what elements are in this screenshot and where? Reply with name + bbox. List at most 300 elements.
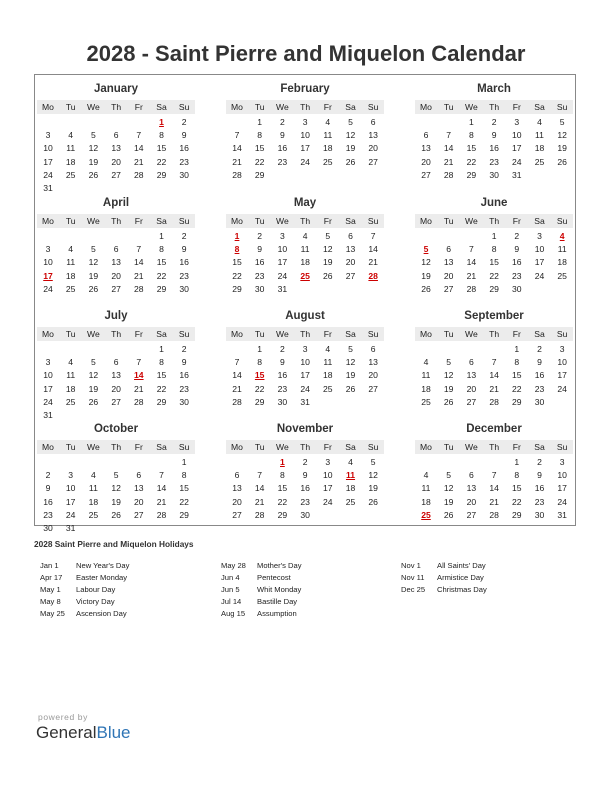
day-cell: 23 xyxy=(179,383,189,394)
day-cell: 7 xyxy=(136,244,142,255)
day-cell: 11 xyxy=(557,244,567,255)
day-cell: 7 xyxy=(491,470,497,481)
holiday-name: Armistice Day xyxy=(437,573,484,582)
day-cell: 15 xyxy=(277,483,288,494)
day-cell: 26 xyxy=(88,396,99,407)
day-cell: 23 xyxy=(300,496,310,507)
holidays-column xyxy=(401,560,571,596)
day-cell: 15 xyxy=(512,483,522,494)
day-cell: 15 xyxy=(179,483,189,494)
day-cell: 22 xyxy=(156,156,167,167)
weekday-label: Tu xyxy=(65,216,76,226)
day-cell: 2 xyxy=(280,344,285,354)
day-cell: 12 xyxy=(88,143,99,154)
day-cell: 20 xyxy=(368,143,378,154)
day-cell: 9 xyxy=(302,470,308,481)
day-cell: 25 xyxy=(345,496,356,507)
day-cell: 18 xyxy=(421,496,431,507)
day-cell: 7 xyxy=(370,231,376,241)
day-cell: 28 xyxy=(489,396,499,407)
holiday-day: 17 xyxy=(43,270,53,281)
holiday-row xyxy=(221,584,391,596)
day-cell: 29 xyxy=(512,509,522,520)
day-cell: 4 xyxy=(348,457,353,467)
day-cell: 16 xyxy=(179,257,189,268)
day-cell: 7 xyxy=(136,357,142,368)
day-cell: 25 xyxy=(88,509,99,520)
day-cell: 7 xyxy=(234,357,240,368)
holiday-row xyxy=(221,572,391,584)
day-cell: 28 xyxy=(232,169,242,180)
weekday-label: Fr xyxy=(512,329,521,339)
day-cell: 6 xyxy=(423,130,429,141)
weekday-label: Tu xyxy=(443,329,454,339)
day-cell: 7 xyxy=(234,130,240,141)
weekday-header xyxy=(226,214,384,228)
day-cell: 7 xyxy=(446,130,452,141)
holiday-date: Aug 15 xyxy=(221,609,246,618)
weekday-label: Su xyxy=(367,329,379,339)
day-cell: 21 xyxy=(232,383,242,394)
day-cell: 28 xyxy=(232,396,242,407)
day-cell: 29 xyxy=(156,396,167,407)
day-cell: 4 xyxy=(325,344,331,354)
weekday-label: Su xyxy=(556,442,568,452)
day-cell: 3 xyxy=(68,470,74,481)
day-cell: 12 xyxy=(557,130,567,141)
weekday-label: Th xyxy=(111,102,122,112)
day-cell: 6 xyxy=(370,344,376,354)
day-cell: 2 xyxy=(302,457,308,467)
day-cell: 10 xyxy=(300,357,310,368)
day-cell: 27 xyxy=(466,509,477,520)
day-cell: 30 xyxy=(534,509,545,520)
day-cell: 6 xyxy=(446,244,452,255)
day-cell: 14 xyxy=(466,257,477,268)
holiday-name: Easter Monday xyxy=(76,573,128,582)
day-cell: 2 xyxy=(257,231,263,241)
weekday-label: Th xyxy=(489,216,500,226)
weekday-label: We xyxy=(276,216,289,226)
weekday-label: Su xyxy=(178,102,190,112)
weekday-label: Su xyxy=(556,102,568,112)
day-cell: 9 xyxy=(280,130,285,141)
weekday-label: Fr xyxy=(134,102,143,112)
day-cell: 4 xyxy=(537,117,542,127)
day-cell: 24 xyxy=(43,283,53,294)
weekday-label: We xyxy=(276,102,289,112)
day-cell: 13 xyxy=(466,483,477,494)
holiday-row xyxy=(221,560,391,572)
day-cell: 24 xyxy=(65,509,76,520)
day-cell: 11 xyxy=(66,257,76,268)
holiday-name: Labour Day xyxy=(76,585,116,594)
day-cell: 20 xyxy=(466,496,477,507)
day-cell: 19 xyxy=(557,143,567,154)
day-cell: 14 xyxy=(368,244,378,255)
weekday-label: Fr xyxy=(512,102,521,112)
day-cell: 24 xyxy=(557,496,567,507)
day-cell: 21 xyxy=(134,156,144,167)
day-cell: 3 xyxy=(559,344,565,354)
weekday-label: Mo xyxy=(420,216,432,226)
day-cell: 26 xyxy=(368,496,378,507)
day-cell: 30 xyxy=(277,396,288,407)
day-cell: 16 xyxy=(254,257,265,268)
day-cell: 14 xyxy=(134,143,144,154)
day-cell: 6 xyxy=(348,231,353,241)
weekday-label: Th xyxy=(489,102,500,112)
day-cell: 14 xyxy=(489,483,499,494)
day-cell: 11 xyxy=(421,483,431,494)
day-cell: 1 xyxy=(514,457,520,467)
weekday-label: Th xyxy=(111,329,122,339)
day-cell: 19 xyxy=(88,156,99,167)
day-cell: 16 xyxy=(300,483,310,494)
day-cell: 18 xyxy=(323,370,333,381)
holiday-day: 25 xyxy=(421,509,431,520)
day-cell: 27 xyxy=(368,156,378,167)
day-cell: 16 xyxy=(489,143,499,154)
day-cell: 15 xyxy=(156,143,167,154)
day-cell: 15 xyxy=(232,257,242,268)
day-cell: 3 xyxy=(559,457,565,467)
holiday-name: Pentecost xyxy=(257,573,291,582)
day-cell: 12 xyxy=(443,483,454,494)
holiday-row xyxy=(40,584,210,596)
weekday-label: Sa xyxy=(534,442,545,452)
weekday-label: Th xyxy=(111,216,122,226)
weekday-label: Sa xyxy=(345,216,356,226)
day-cell: 2 xyxy=(491,117,497,127)
day-cell: 5 xyxy=(348,117,353,127)
day-cell: 2 xyxy=(514,231,520,241)
weekday-label: Tu xyxy=(443,216,454,226)
day-cell: 13 xyxy=(134,483,144,494)
weekday-label: Fr xyxy=(134,442,143,452)
day-cell: 6 xyxy=(234,470,240,481)
month-november xyxy=(226,423,384,535)
holiday-date: May 25 xyxy=(40,609,65,618)
day-cell: 12 xyxy=(421,257,431,268)
day-cell: 2 xyxy=(537,344,542,354)
day-cell: 22 xyxy=(232,270,242,281)
day-cell: 6 xyxy=(469,357,474,368)
day-cell: 15 xyxy=(254,143,265,154)
day-cell: 17 xyxy=(43,383,53,394)
day-cell: 30 xyxy=(534,396,545,407)
day-cell: 7 xyxy=(257,470,263,481)
day-cell: 12 xyxy=(345,130,356,141)
day-cell: 23 xyxy=(489,156,499,167)
day-cell: 15 xyxy=(156,257,167,268)
day-cell: 1 xyxy=(181,457,187,467)
weekday-label: Sa xyxy=(345,442,356,452)
day-cell: 30 xyxy=(489,169,499,180)
day-cell: 5 xyxy=(91,357,96,368)
day-cell: 21 xyxy=(368,257,378,268)
weekday-label: Tu xyxy=(443,102,454,112)
day-cell: 29 xyxy=(156,283,167,294)
day-cell: 21 xyxy=(134,383,144,394)
month-december xyxy=(415,423,573,535)
day-cell: 27 xyxy=(111,169,121,180)
weekday-label: Su xyxy=(367,216,379,226)
weekday-label: Su xyxy=(178,329,190,339)
holiday-day: 8 xyxy=(234,244,240,255)
weekday-label: Sa xyxy=(156,216,167,226)
day-cell: 25 xyxy=(534,156,545,167)
holiday-row xyxy=(40,560,210,572)
weekday-header xyxy=(37,214,195,228)
day-cell: 2 xyxy=(181,231,187,241)
day-cell: 26 xyxy=(443,396,454,407)
day-cell: 4 xyxy=(423,470,429,481)
weekday-label: Mo xyxy=(420,442,432,452)
day-cell: 4 xyxy=(68,130,74,141)
weekday-header xyxy=(37,327,195,341)
day-cell: 27 xyxy=(443,283,454,294)
day-cell: 4 xyxy=(68,244,74,255)
day-cell: 31 xyxy=(65,523,76,533)
month-name: May xyxy=(293,197,317,209)
holiday-date: May 8 xyxy=(40,597,61,606)
day-cell: 14 xyxy=(232,143,242,154)
weekday-label: Su xyxy=(556,329,568,339)
holiday-name: Victory Day xyxy=(76,597,115,606)
month-march xyxy=(415,83,573,195)
day-cell: 27 xyxy=(111,283,121,294)
weekday-label: Tu xyxy=(65,442,76,452)
day-cell: 13 xyxy=(232,483,242,494)
day-cell: 5 xyxy=(325,231,331,241)
weekday-label: Fr xyxy=(134,216,143,226)
day-cell: 3 xyxy=(45,244,51,255)
generalblue-logo[interactable] xyxy=(36,723,131,743)
day-cell: 16 xyxy=(534,370,545,381)
day-cell: 20 xyxy=(345,257,356,268)
day-cell: 20 xyxy=(111,156,121,167)
day-cell: 30 xyxy=(179,396,189,407)
day-cell: 10 xyxy=(300,130,310,141)
holiday-day: 4 xyxy=(559,231,565,241)
weekday-label: Th xyxy=(300,216,311,226)
day-cell: 8 xyxy=(514,470,520,481)
weekday-header xyxy=(37,100,195,114)
day-cell: 20 xyxy=(232,496,242,507)
day-cell: 3 xyxy=(45,357,51,368)
day-cell: 1 xyxy=(159,344,164,354)
day-cell: 22 xyxy=(254,156,265,167)
day-cell: 3 xyxy=(280,231,285,241)
day-cell: 8 xyxy=(257,130,263,141)
weekday-label: Fr xyxy=(512,216,521,226)
day-cell: 26 xyxy=(345,156,356,167)
weekday-label: Sa xyxy=(156,442,167,452)
page-title: 2028 - Saint Pierre and Miquelon Calendar xyxy=(86,41,526,66)
day-cell: 29 xyxy=(232,283,242,294)
holiday-date: May 28 xyxy=(221,561,246,570)
day-cell: 6 xyxy=(113,357,119,368)
day-cell: 21 xyxy=(489,496,499,507)
day-cell: 8 xyxy=(159,357,164,368)
day-cell: 25 xyxy=(323,383,333,394)
weekday-label: We xyxy=(87,329,100,339)
day-cell: 26 xyxy=(443,509,454,520)
day-cell: 7 xyxy=(136,130,142,141)
day-cell: 10 xyxy=(43,370,53,381)
holiday-name: New Year's Day xyxy=(76,561,130,570)
holiday-name: Mother's Day xyxy=(257,561,302,570)
day-cell: 17 xyxy=(512,143,522,154)
day-cell: 9 xyxy=(491,130,497,141)
day-cell: 3 xyxy=(302,117,308,127)
day-cell: 16 xyxy=(179,370,189,381)
day-cell: 11 xyxy=(323,130,333,141)
day-cell: 21 xyxy=(232,156,242,167)
holiday-date: Apr 17 xyxy=(40,573,63,582)
day-cell: 14 xyxy=(134,257,144,268)
day-cell: 5 xyxy=(370,457,376,467)
holiday-date: Jan 1 xyxy=(40,561,59,570)
day-cell: 9 xyxy=(181,130,187,141)
day-cell: 9 xyxy=(537,357,542,368)
weekday-header xyxy=(415,100,573,114)
day-cell: 5 xyxy=(446,357,452,368)
month-april xyxy=(37,197,195,309)
day-cell: 16 xyxy=(534,483,545,494)
day-cell: 7 xyxy=(469,244,474,255)
month-may xyxy=(226,197,384,309)
day-cell: 30 xyxy=(179,283,189,294)
month-july xyxy=(37,310,195,422)
day-cell: 11 xyxy=(66,143,76,154)
day-cell: 4 xyxy=(91,470,96,481)
day-cell: 15 xyxy=(156,370,167,381)
day-cell: 27 xyxy=(345,270,356,281)
weekday-header xyxy=(37,440,195,454)
holiday-row xyxy=(401,572,571,584)
month-name: March xyxy=(477,83,511,95)
day-cell: 22 xyxy=(466,156,477,167)
day-cell: 13 xyxy=(111,257,121,268)
day-cell: 8 xyxy=(181,470,187,481)
day-cell: 6 xyxy=(370,117,376,127)
month-name: July xyxy=(104,310,128,322)
day-cell: 21 xyxy=(134,270,144,281)
holiday-date: May 1 xyxy=(40,585,61,594)
weekday-label: Mo xyxy=(420,102,432,112)
weekday-label: Mo xyxy=(420,329,432,339)
day-cell: 18 xyxy=(65,270,76,281)
day-cell: 30 xyxy=(43,523,53,533)
holiday-row xyxy=(221,608,391,620)
holiday-date: Jun 5 xyxy=(221,585,240,594)
day-cell: 13 xyxy=(368,130,378,141)
day-cell: 16 xyxy=(277,143,288,154)
holidays-title: 2028 Saint Pierre and Miquelon Holidays xyxy=(34,539,194,549)
day-cell: 30 xyxy=(512,283,522,294)
day-cell: 10 xyxy=(512,130,522,141)
holiday-date: Nov 1 xyxy=(401,561,421,570)
day-cell: 24 xyxy=(277,270,288,281)
weekday-label: Tu xyxy=(254,442,265,452)
day-cell: 8 xyxy=(469,130,474,141)
day-cell: 5 xyxy=(91,130,96,141)
day-cell: 13 xyxy=(345,244,356,255)
day-cell: 24 xyxy=(323,496,333,507)
weekday-label: Tu xyxy=(65,329,76,339)
day-cell: 5 xyxy=(446,470,452,481)
day-cell: 12 xyxy=(88,370,99,381)
day-cell: 12 xyxy=(368,470,378,481)
day-cell: 25 xyxy=(65,396,76,407)
day-cell: 4 xyxy=(325,117,331,127)
weekday-label: Mo xyxy=(231,216,243,226)
day-cell: 1 xyxy=(257,344,263,354)
day-cell: 8 xyxy=(280,470,285,481)
day-cell: 14 xyxy=(489,370,499,381)
day-cell: 23 xyxy=(277,156,288,167)
day-cell: 24 xyxy=(534,270,545,281)
weekday-label: We xyxy=(465,216,478,226)
month-january xyxy=(37,83,195,195)
day-cell: 10 xyxy=(43,257,53,268)
day-cell: 22 xyxy=(254,383,265,394)
month-february xyxy=(226,83,384,195)
holiday-row xyxy=(401,584,571,596)
weekday-label: We xyxy=(276,442,289,452)
day-cell: 13 xyxy=(111,143,121,154)
day-cell: 11 xyxy=(323,357,333,368)
day-cell: 5 xyxy=(91,244,96,255)
holiday-row xyxy=(40,596,210,608)
weekday-label: Su xyxy=(178,216,190,226)
weekday-label: Fr xyxy=(323,102,332,112)
day-cell: 25 xyxy=(65,169,76,180)
day-cell: 8 xyxy=(159,244,164,255)
day-cell: 28 xyxy=(489,509,499,520)
day-cell: 29 xyxy=(489,283,499,294)
day-cell: 17 xyxy=(65,496,76,507)
day-cell: 3 xyxy=(537,231,542,241)
day-cell: 8 xyxy=(257,357,263,368)
day-cell: 31 xyxy=(557,509,567,520)
month-june xyxy=(415,197,573,309)
day-cell: 20 xyxy=(443,270,454,281)
day-cell: 28 xyxy=(134,396,144,407)
holiday-date: Jul 14 xyxy=(221,597,242,606)
day-cell: 24 xyxy=(43,169,53,180)
day-cell: 18 xyxy=(534,143,545,154)
weekday-label: Fr xyxy=(323,329,332,339)
day-cell: 2 xyxy=(181,117,187,127)
day-cell: 22 xyxy=(179,496,189,507)
holiday-row xyxy=(221,596,391,608)
day-cell: 18 xyxy=(557,257,567,268)
holiday-row xyxy=(40,572,210,584)
day-cell: 22 xyxy=(512,496,522,507)
day-cell: 9 xyxy=(257,244,263,255)
day-cell: 30 xyxy=(254,283,265,294)
holiday-name: Whit Monday xyxy=(257,585,302,594)
month-name: November xyxy=(276,423,334,435)
holiday-name: Ascension Day xyxy=(76,609,127,618)
day-cell: 13 xyxy=(421,143,431,154)
day-cell: 12 xyxy=(323,244,333,255)
day-cell: 23 xyxy=(512,270,522,281)
weekday-header xyxy=(226,440,384,454)
